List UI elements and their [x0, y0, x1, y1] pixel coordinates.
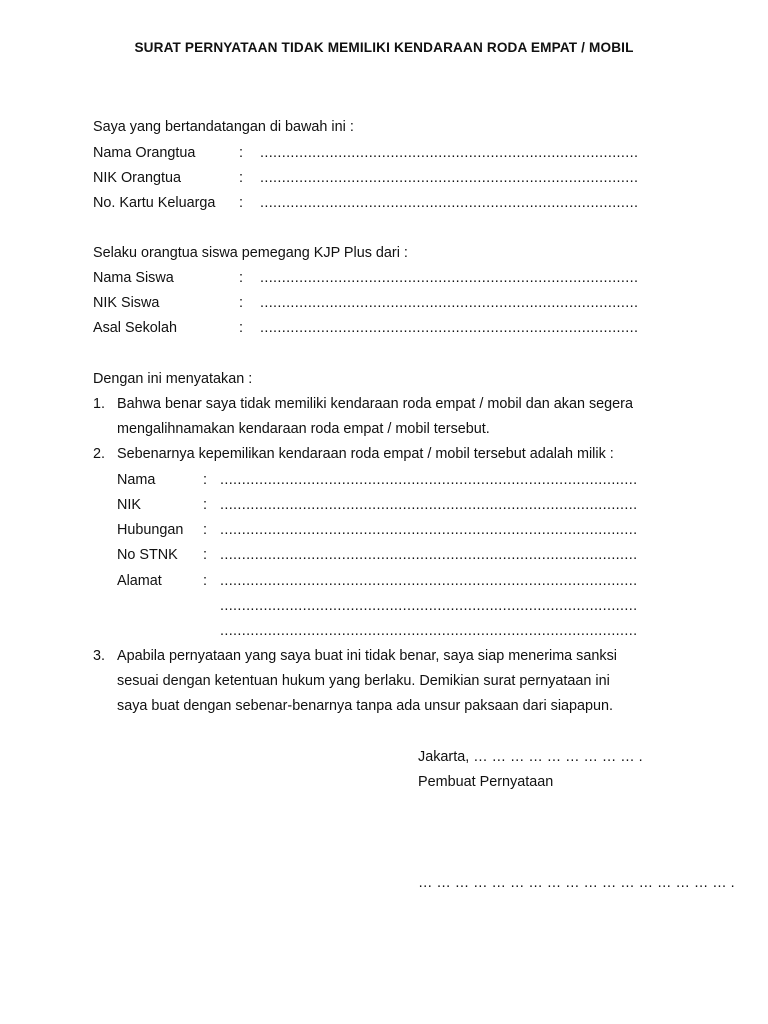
field-blank-address: ................................................................................................: [220, 573, 638, 589]
field-blank-parent-name: .......................................................................................: [260, 145, 639, 161]
field-blank-family-card: .......................................................................................: [260, 195, 639, 211]
field-colon: :: [239, 295, 243, 311]
field-colon: :: [239, 320, 243, 336]
item3-line1: Apabila pernyataan yang saya buat ini tidak benar, saya siap menerima sanksi: [117, 648, 617, 664]
field-blank-address-line3: ................................................................................................: [220, 623, 638, 639]
declare-intro-text: Dengan ini menyatakan :: [93, 371, 253, 387]
field-colon: :: [203, 573, 207, 589]
field-colon: :: [239, 270, 243, 286]
signature-name-line: … … … … … … … … … … … … … … … … … .: [418, 875, 735, 891]
field-blank-parent-nik: .......................................................................................: [260, 170, 639, 186]
field-blank-address-line2: ................................................................................................: [220, 598, 638, 614]
field-label-owner-name: Nama: [117, 472, 156, 488]
field-blank-owner-name: ................................................................................................: [220, 472, 638, 488]
field-label-stnk: No STNK: [117, 547, 178, 563]
field-blank-student-nik: .......................................................................................: [260, 295, 639, 311]
item1-line2: mengalihnamakan kendaraan roda empat / mobil tersebut.: [117, 421, 490, 437]
field-colon: :: [203, 472, 207, 488]
intro-text: Saya yang bertandatangan di bawah ini :: [93, 119, 354, 135]
field-label-address: Alamat: [117, 573, 162, 589]
field-blank-stnk: ................................................................................................: [220, 547, 638, 563]
field-colon: :: [203, 497, 207, 513]
list-number-1: 1.: [93, 396, 106, 412]
field-label-owner-nik: NIK: [117, 497, 141, 513]
field-label-school: Asal Sekolah: [93, 320, 177, 336]
field-colon: :: [239, 195, 243, 211]
field-label-family-card: No. Kartu Keluarga: [93, 195, 216, 211]
field-colon: :: [203, 522, 207, 538]
field-blank-relation: ................................................................................................: [220, 522, 638, 538]
signature-place-date: Jakarta, … … … … … … … … … .: [418, 749, 643, 765]
field-colon: :: [239, 145, 243, 161]
field-label-parent-nik: NIK Orangtua: [93, 170, 181, 186]
item3-line2: sesuai dengan ketentuan hukum yang berlaku. Demikian surat pernyataan ini: [117, 673, 610, 689]
item2-line1: Sebenarnya kepemilikan kendaraan roda empat / mobil tersebut adalah milik :: [117, 446, 614, 462]
document-title: SURAT PERNYATAAN TIDAK MEMILIKI KENDARAAN RODA EMPAT / MOBIL: [134, 40, 634, 55]
field-blank-school: .......................................................................................: [260, 320, 639, 336]
field-colon: :: [239, 170, 243, 186]
list-number-3: 3.: [93, 648, 106, 664]
field-label-relation: Hubungan: [117, 522, 184, 538]
field-blank-owner-nik: ................................................................................................: [220, 497, 638, 513]
item3-line3: saya buat dengan sebenar-benarnya tanpa ada unsur paksaan dari siapapun.: [117, 698, 614, 714]
student-intro-text: Selaku orangtua siswa pemegang KJP Plus dari :: [93, 245, 408, 261]
field-label-student-nik: NIK Siswa: [93, 295, 160, 311]
signature-role: Pembuat Pernyataan: [418, 774, 554, 790]
field-label-parent-name: Nama Orangtua: [93, 145, 196, 161]
item1-line1: Bahwa benar saya tidak memiliki kendaraan roda empat / mobil dan akan segera: [117, 396, 633, 412]
field-colon: :: [203, 547, 207, 563]
list-number-2: 2.: [93, 446, 106, 462]
field-blank-student-name: .......................................................................................: [260, 270, 639, 286]
field-label-student-name: Nama Siswa: [93, 270, 174, 286]
